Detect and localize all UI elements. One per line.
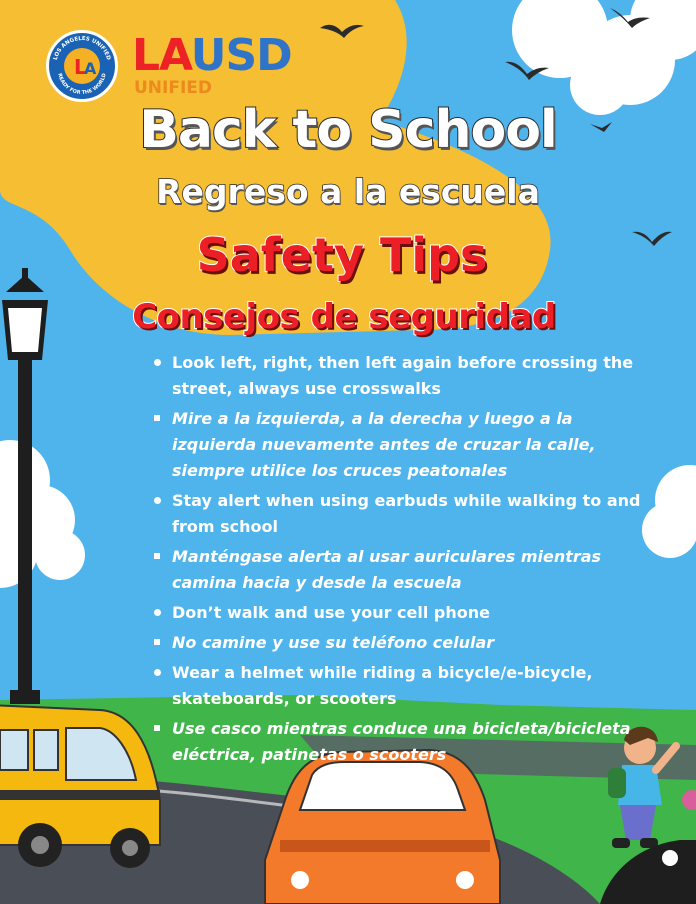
- logo-word-usd: USD: [190, 30, 292, 81]
- tip-text: Use casco mientras conduce una bicicleta/bicicleta eléctrica, patinetas o scooters: [172, 719, 631, 764]
- title-consejos-de-seguridad: Consejos de seguridad: [132, 297, 556, 337]
- tip-item: [150, 600, 650, 626]
- car-icon: [265, 750, 500, 904]
- logo-word-unified: UNIFIED: [134, 78, 213, 98]
- bullet-icon: [150, 660, 164, 686]
- logo-ring-top: LOS ANGELES UNIFIED: [52, 35, 112, 61]
- tip-item: [150, 350, 650, 402]
- tip-text: Don’t walk and use your cell phone: [172, 603, 491, 622]
- bullet-icon: [150, 544, 164, 570]
- tip-item: [150, 660, 650, 712]
- title-safety-tips: Safety Tips: [196, 228, 488, 282]
- title-back-to-school: Back to School: [139, 100, 557, 160]
- bullet-icon: [150, 406, 164, 432]
- bullet-icon: [150, 600, 164, 626]
- tip-item: [150, 488, 650, 540]
- tip-text: Mire a la izquierda, a la derecha y luego a la izquierda nuevamente antes de cruzar la calle, siempre utilice los cruces peatonales: [172, 409, 596, 480]
- tip-item: [150, 630, 650, 656]
- tip-text: Stay alert when using earbuds while walking to and from school: [172, 491, 641, 536]
- tip-text: Look left, right, then left again before crossing the street, always use crosswalks: [172, 353, 634, 398]
- logo-seal-graphic: [46, 30, 118, 102]
- logo-wordmark: [132, 30, 292, 81]
- svg-text:A: A: [84, 59, 97, 78]
- lausd-logo: [46, 30, 326, 102]
- tip-item: [150, 544, 650, 596]
- tip-item: [150, 406, 650, 484]
- bullet-icon: [150, 716, 164, 742]
- tip-text: Wear a helmet while riding a bicycle/e-bicycle, skateboards, or scooters: [172, 663, 593, 708]
- bullet-icon: [150, 350, 164, 376]
- bullet-icon: [150, 630, 164, 656]
- safety-tips-list: [150, 350, 650, 772]
- logo-word-la: LA: [132, 30, 191, 81]
- logo-seal-letters: L: [74, 55, 87, 79]
- logo-ring-bottom: READY FOR THE WORLD: [56, 72, 108, 97]
- tip-text: Manténgase alerta al usar auriculares mientras camina hacia y desde la escuela: [172, 547, 602, 592]
- title-regreso-a-la-escuela: Regreso a la escuela: [156, 172, 540, 211]
- bullet-icon: [150, 488, 164, 514]
- tip-item: [150, 716, 650, 768]
- tip-text: No camine y use su teléfono celular: [172, 633, 495, 652]
